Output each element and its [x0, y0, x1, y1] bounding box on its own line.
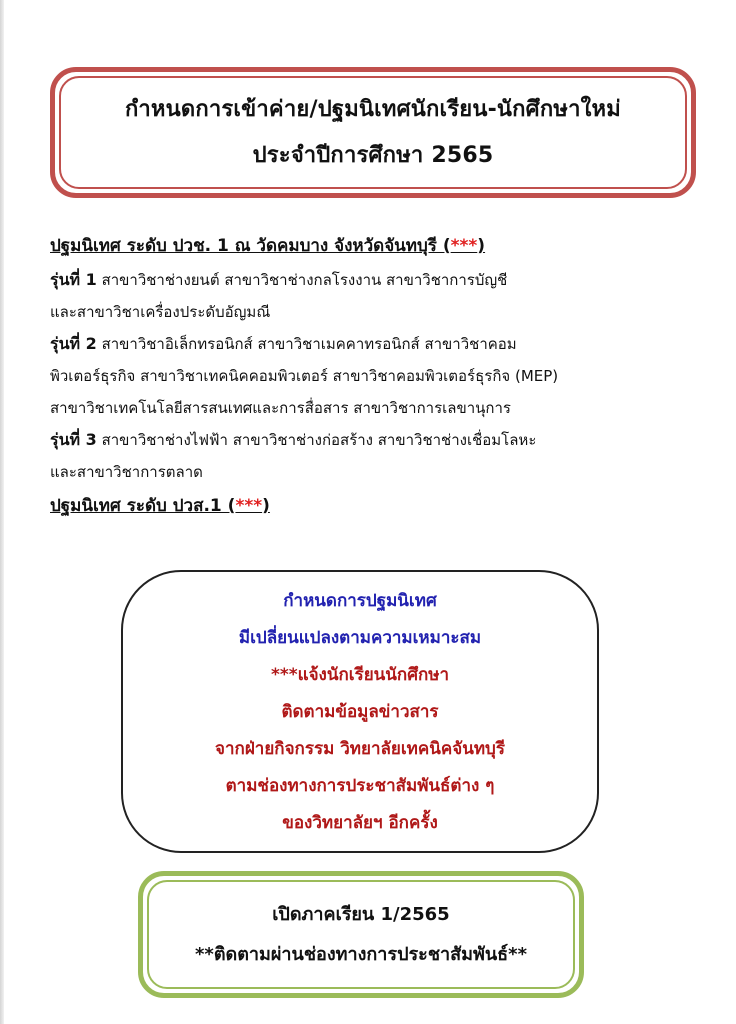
notice-line-6: ตามช่องทางการประชาสัมพันธ์ต่าง ๆ — [225, 776, 495, 796]
notice-line-3: ***แจ้งนักเรียนนักศึกษา — [270, 665, 450, 685]
section-heading-pvc1: ปฐมนิเทศ ระดับ ปวช. 1 ณ วัดคมบาง จังหวัดจันทบุรี (***) — [50, 236, 486, 256]
open-term-title: เปิดภาคเรียน 1/2565 — [272, 903, 450, 925]
group-1-label: รุ่นที่ 1 — [50, 270, 97, 289]
group-1-line-2: และสาขาวิชาเครื่องประดับอัญมณี — [50, 303, 271, 321]
notice-line-5: จากฝ่ายกิจกรรม วิทยาลัยเทคนิคจันทบุรี — [215, 739, 505, 759]
section-heading-hvc1: ปฐมนิเทศ ระดับ ปวส.1 (***) — [50, 496, 270, 516]
group-2-line-2: พิวเตอร์ธุรกิจ สาขาวิชาเทคนิคคอมพิวเตอร์ สาขาวิชาคอมพิวเตอร์ธุรกิจ (MEP) — [50, 367, 559, 385]
notice-line-2: มีเปลี่ยนแปลงตามความเหมาะสม — [238, 628, 482, 648]
title-box-inner — [59, 76, 687, 189]
notice-line-7: ของวิทยาลัยฯ อีกครั้ง — [282, 813, 438, 833]
group-2-line-1: รุ่นที่ 2 สาขาวิชาอิเล็กทรอนิกส์ สาขาวิชาเมคคาทรอนิกส์ สาขาวิชาคอม — [50, 334, 517, 353]
open-term-box-inner — [147, 880, 575, 989]
notice-line-1: กำหนดการปฐมนิเทศ — [283, 591, 437, 611]
page-subtitle: ประจำปีการศึกษา 2565 — [252, 142, 494, 168]
notice-line-4: ติดตามข้อมูลข่าวสาร — [281, 702, 439, 722]
group-2-line-3: สาขาวิชาเทคโนโลยีสารสนเทศและการสื่อสาร สาขาวิชาการเลขานุการ — [50, 399, 511, 417]
schedule-content — [50, 228, 710, 524]
open-term-note: **ติดตามผ่านช่องทางการประชาสัมพันธ์** — [195, 943, 527, 965]
open-term-box — [138, 871, 584, 998]
group-2-label: รุ่นที่ 2 — [50, 334, 97, 353]
page-edge-shadow — [0, 0, 4, 1024]
group-3-label: รุ่นที่ 3 — [50, 430, 97, 449]
group-3-line-1: รุ่นที่ 3 สาขาวิชาช่างไฟฟ้า สาขาวิชาช่างก่อสร้าง สาขาวิชาช่างเชื่อมโลหะ — [50, 430, 537, 449]
group-3-line-2: และสาขาวิชาการตลาด — [50, 463, 203, 481]
title-box — [50, 67, 696, 198]
notice-box — [121, 570, 599, 853]
page-title: กำหนดการเข้าค่าย/ปฐมนิเทศนักเรียน-นักศึกษาใหม่ — [125, 96, 621, 122]
group-1-line-1: รุ่นที่ 1 สาขาวิชาช่างยนต์ สาขาวิชาช่างกลโรงงาน สาขาวิชาการบัญชี — [50, 270, 508, 289]
